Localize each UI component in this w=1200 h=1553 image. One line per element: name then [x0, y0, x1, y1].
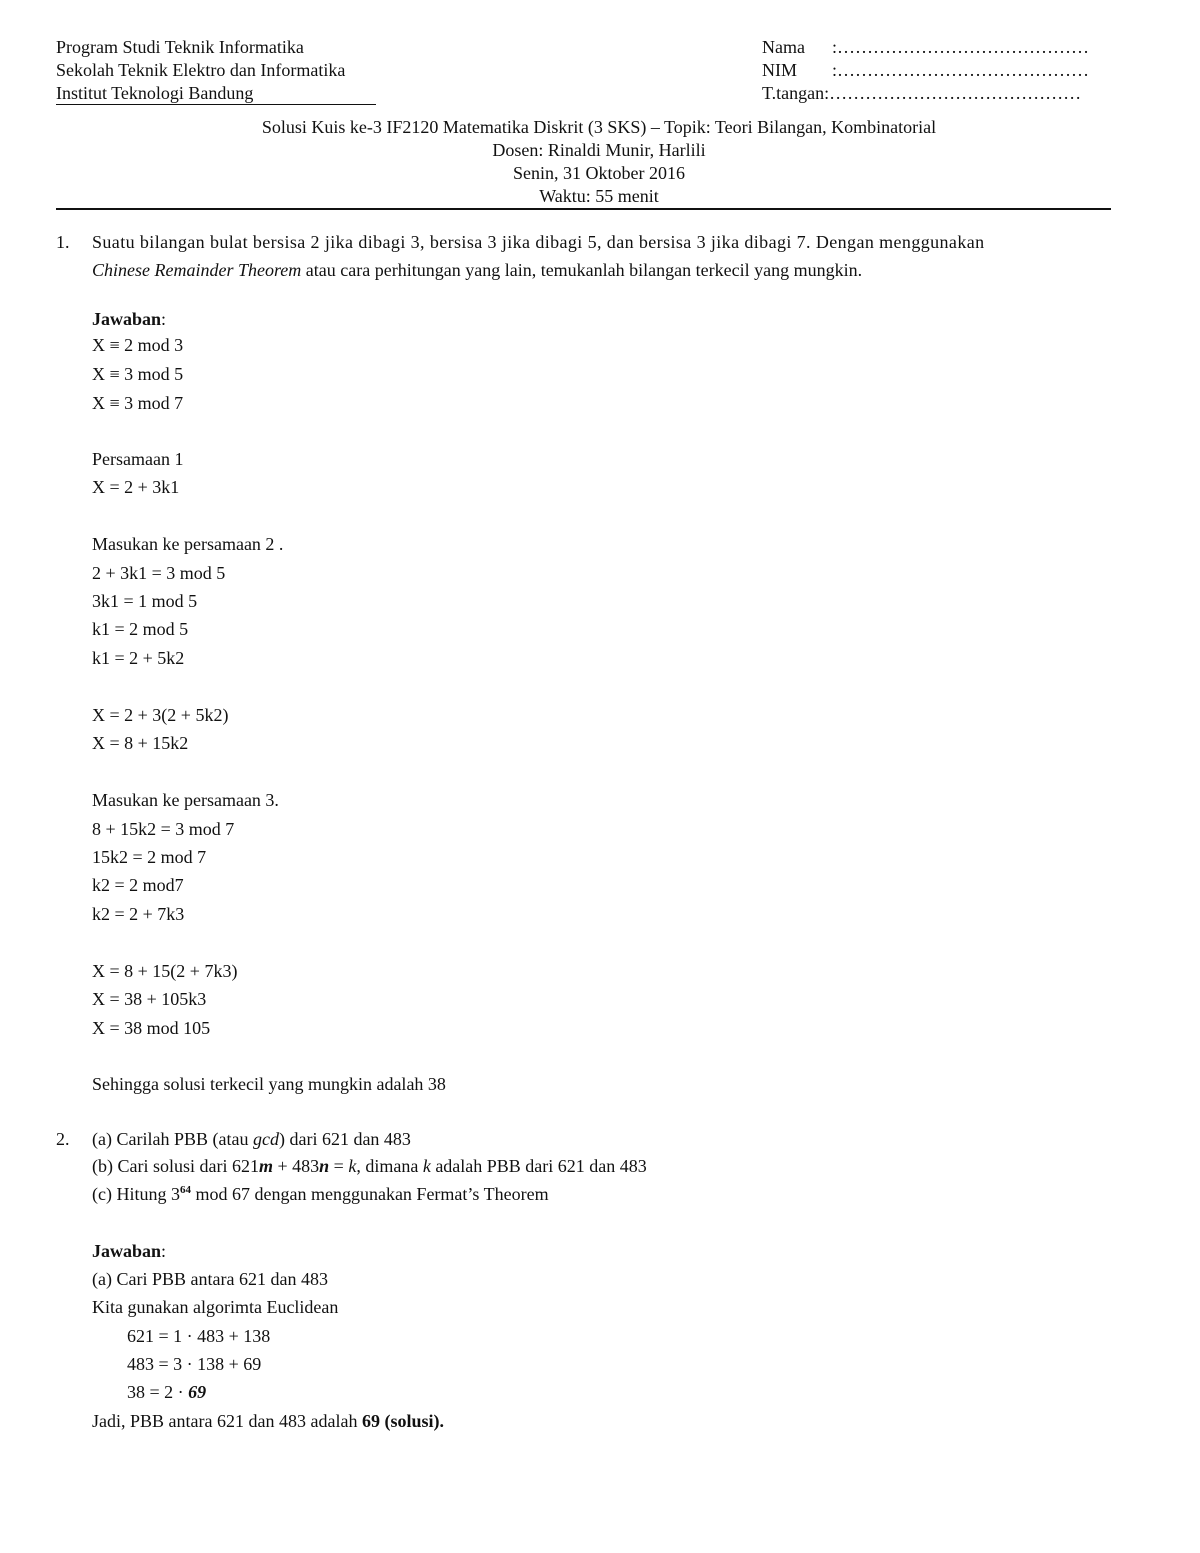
question-2c [92, 1182, 549, 1206]
institution-underline [56, 104, 376, 105]
solution-line: k2 = 2 + 7k3 [92, 904, 185, 924]
var-k: k [422, 1156, 431, 1176]
solution-line: 8 + 15k2 = 3 mod 7 [92, 819, 235, 839]
solution-conclusion: Sehingga solusi terkecil yang mungkin adalah 38 [92, 1074, 446, 1094]
solution-line: X = 38 mod 105 [92, 1018, 211, 1038]
var-n: n [319, 1156, 330, 1176]
institution-line: Program Studi Teknik Informatika [56, 37, 304, 57]
conclusion-text: Jadi, PBB antara 621 dan 483 adalah [92, 1411, 362, 1431]
question-2a [92, 1127, 411, 1151]
euclid-step: 483 = 3 · 138 + 69 [127, 1354, 262, 1374]
gcd-term: gcd [252, 1129, 279, 1149]
solution-line: X = 8 + 15k2 [92, 733, 189, 753]
document-title: Solusi Kuis ke-3 IF2120 Matematika Diskrit (3 SKS) – Topik: Teori Bilangan, Kombinatorial [261, 117, 937, 137]
answer-label [92, 1239, 166, 1263]
solution-line: (a) Cari PBB antara 621 dan 483 [92, 1269, 328, 1289]
q2b-text: + 483 [273, 1156, 320, 1176]
solution-line: 3k1 = 1 mod 5 [92, 591, 198, 611]
question-2b [92, 1154, 647, 1178]
solution-line: k1 = 2 mod 5 [92, 619, 189, 639]
q2b-text: = [329, 1156, 349, 1176]
crt-term: Chinese Remainder Theorem [92, 260, 302, 280]
question-1-line-2 [92, 256, 1142, 284]
institution-block [56, 36, 376, 105]
answer-colon: : [161, 309, 167, 329]
lecturer-line: Dosen: Rinaldi Munir, Harlili [492, 140, 706, 160]
field-nama [762, 36, 1089, 59]
var-k: k [348, 1156, 357, 1176]
q2b-text: , dimana [356, 1156, 423, 1176]
solution-line: X = 2 + 3k1 [92, 477, 180, 497]
field-blank: …………………………………… [829, 83, 1082, 103]
euclid-step-text: 38 = 2 · [127, 1382, 189, 1402]
q2a-text: (a) Carilah PBB (atau [92, 1129, 253, 1149]
solution-line: X = 38 + 105k3 [92, 989, 207, 1009]
field-label: T.tangan: [762, 83, 830, 103]
gcd-result: 69 [188, 1382, 207, 1402]
q2c-text-end: mod 67 dengan menggunakan Fermat’s Theorem [190, 1184, 549, 1204]
solution-conclusion [92, 1409, 444, 1433]
euclid-step: 621 = 1 · 483 + 138 [127, 1326, 271, 1346]
solution-line: Masukan ke persamaan 2 . [92, 534, 284, 554]
q2b-text: (b) Cari solusi dari 621 [92, 1156, 259, 1176]
header-divider [56, 208, 1111, 210]
solution-line: k2 = 2 mod7 [92, 875, 184, 895]
solution-line: X ≡ 2 mod 3 [92, 335, 184, 355]
institution-line: Institut Teknologi Bandung [56, 83, 254, 103]
question-number: 2. [56, 1129, 70, 1149]
field-blank: :…………………………………… [832, 37, 1090, 57]
field-ttangan [762, 82, 1089, 105]
answer-label [92, 307, 166, 331]
var-m: m [258, 1156, 273, 1176]
solution-line: Masukan ke persamaan 3. [92, 790, 279, 810]
student-fields [762, 36, 1089, 105]
solution-line: 15k2 = 2 mod 7 [92, 847, 207, 867]
answer-label-text: Jawaban [92, 1241, 162, 1261]
date-line: Senin, 31 Oktober 2016 [513, 163, 685, 183]
solution-line: Kita gunakan algorimta Euclidean [92, 1297, 339, 1317]
solution-line: X = 2 + 3(2 + 5k2) [92, 705, 229, 725]
q2c-text: (c) Hitung 3 [92, 1184, 180, 1204]
solution-line: X = 8 + 15(2 + 7k3) [92, 961, 238, 981]
field-label: Nama [762, 37, 805, 57]
exponent: 64 [179, 1184, 191, 1196]
question-1-line-2-rest: atau cara perhitungan yang lain, temukanlah bilangan terkecil yang mungkin. [301, 260, 863, 280]
institution-line: Sekolah Teknik Elektro dan Informatika [56, 60, 346, 80]
answer-label-text: Jawaban [92, 309, 162, 329]
solution-line: X ≡ 3 mod 5 [92, 364, 184, 384]
question-number: 1. [56, 232, 70, 252]
duration-line: Waktu: 55 menit [539, 186, 659, 206]
answer-colon: : [161, 1241, 167, 1261]
q2b-text-end: adalah PBB dari 621 dan 483 [430, 1156, 647, 1176]
question-1-line-1: Suatu bilangan bulat bersisa 2 jika dibagi 3, bersisa 3 jika dibagi 5, dan bersisa 3 jika dibagi 7. Dengan menggunakan [92, 232, 985, 252]
field-label: NIM [762, 60, 797, 80]
question-1-text [92, 228, 1142, 284]
solution-line: X ≡ 3 mod 7 [92, 393, 184, 413]
solution-line: Persamaan 1 [92, 449, 184, 469]
q2a-text-end: ) dari 621 dan 483 [278, 1129, 411, 1149]
solution-line: k1 = 2 + 5k2 [92, 648, 185, 668]
document-title-block [56, 116, 1142, 208]
solution-line: 2 + 3k1 = 3 mod 5 [92, 563, 226, 583]
field-nim [762, 59, 1089, 82]
field-blank: :…………………………………… [832, 60, 1090, 80]
conclusion-result: 69 (solusi). [361, 1411, 444, 1431]
euclid-step [127, 1380, 206, 1404]
